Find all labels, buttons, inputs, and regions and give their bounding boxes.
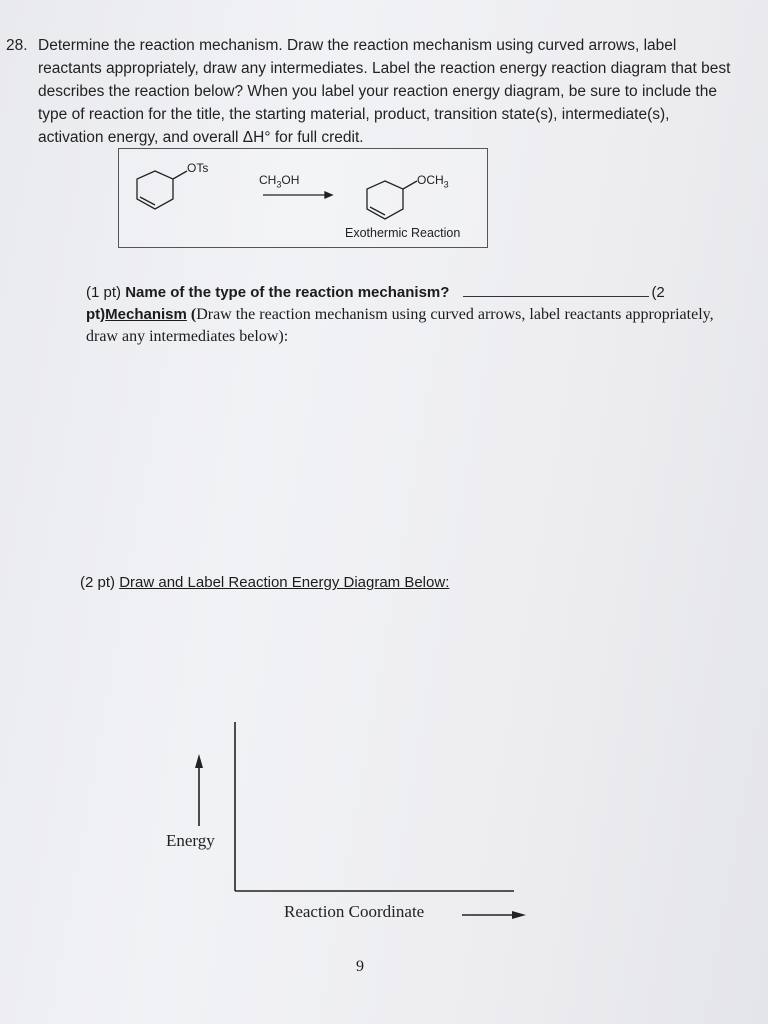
answer-blank[interactable]	[463, 282, 649, 297]
energy-arrow-head	[195, 754, 203, 768]
reaction-arrow-head	[325, 192, 332, 198]
question-text: Determine the reaction mechanism. Draw the reaction mechanism using curved arrows, label reactants appropriately, draw any intermediates. Label the reaction energy reaction diagram that best describes the reaction below? When you label your reaction energy diagram, be sure to include the type of reaction for the title, the starting material, product, transition state(s), intermediate(s), activation energy, and overall ΔH° for full credit.	[38, 37, 731, 146]
mechanism-instructions: Draw the reaction mechanism using curved arrows, label reactants appropriately, draw any intermediates below):	[86, 306, 714, 345]
question-block	[6, 34, 738, 149]
question-number: 28.	[6, 37, 28, 54]
reactant-ring	[137, 171, 173, 209]
part2-prompt: Draw and Label Reaction Energy Diagram Below:	[119, 574, 450, 591]
page-number: 9	[356, 958, 364, 975]
part1-block	[86, 282, 736, 348]
reagent-label: $CH_3OH$	[259, 173, 300, 190]
reactant-ots-bond	[173, 171, 187, 179]
coordinate-arrow-head	[512, 911, 526, 919]
part1-points: (1 pt)	[86, 284, 122, 301]
part1-next-points-a: (2	[651, 284, 665, 301]
product-ring	[367, 181, 403, 219]
mechanism-label: Mechanism	[105, 306, 187, 323]
reaction-box	[118, 148, 488, 248]
mechanism-open-paren: (	[186, 306, 197, 323]
exothermic-note: Exothermic Reaction	[345, 226, 461, 240]
part2-block	[80, 574, 449, 591]
product-double-bond	[370, 207, 385, 215]
part1-prompt: Name of the type of the reaction mechanism?	[125, 284, 450, 301]
y-axis-label: Energy	[166, 831, 215, 850]
product-och3-bond	[403, 181, 417, 189]
part1-next-points-b: pt)	[86, 306, 106, 323]
x-axis-label: Reaction Coordinate	[284, 902, 425, 921]
reactant-leaving-group: OTs	[187, 161, 209, 175]
product-group: $OCH_3$	[417, 173, 449, 190]
reactant-double-bond	[140, 197, 155, 205]
part2-points: (2 pt)	[80, 574, 116, 591]
